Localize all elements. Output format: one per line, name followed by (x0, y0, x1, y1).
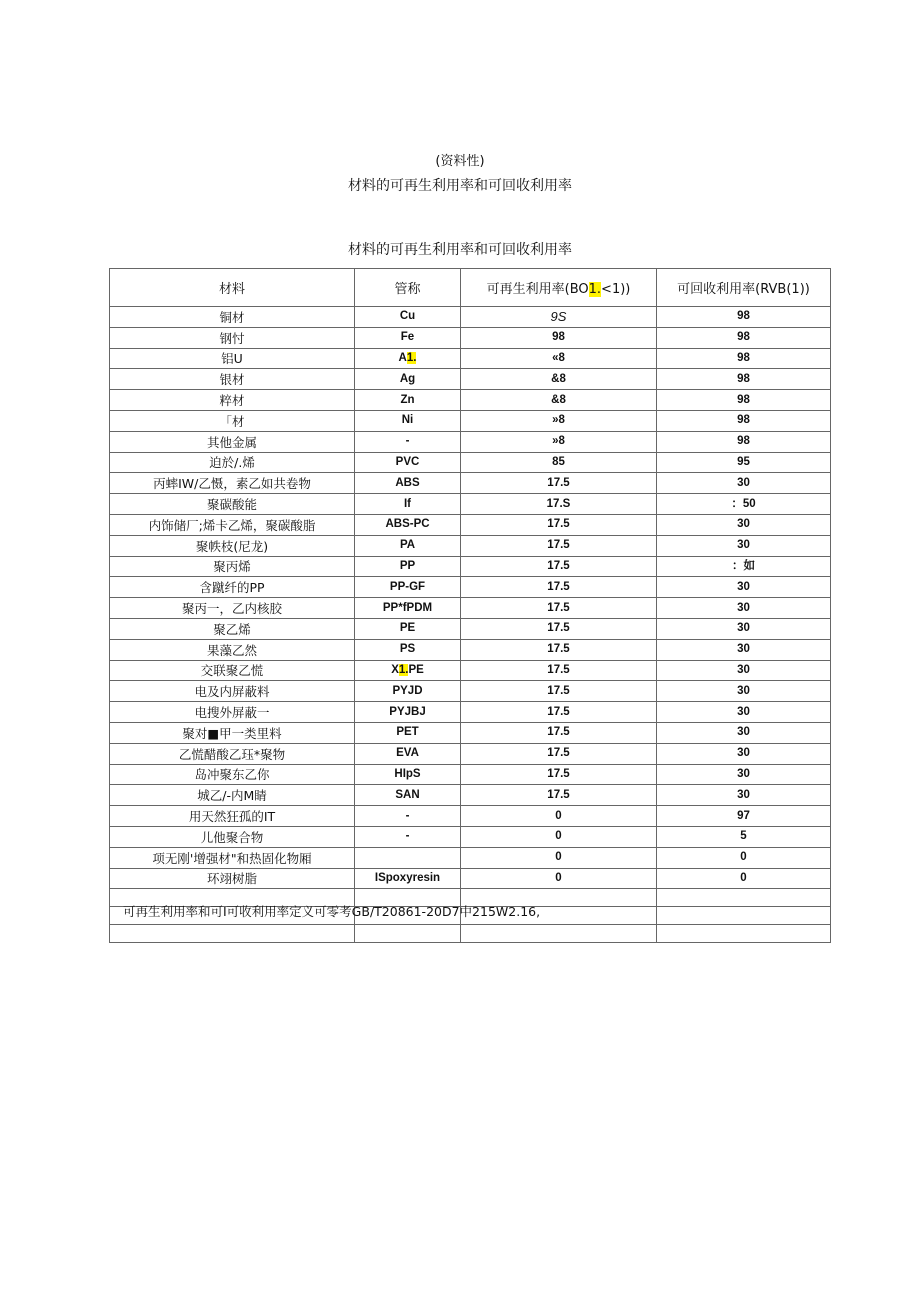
annex-title: 材料的可再生利用率和可回收利用率 (348, 178, 572, 194)
code-cell: A1. (355, 348, 461, 369)
table-row (110, 369, 831, 390)
recoverability-cell: 98 (657, 348, 831, 369)
material-cell: 其他金属 (110, 431, 355, 452)
recyclability-cell: 17.5 (461, 660, 657, 681)
code-cell: PVC (355, 452, 461, 473)
material-cell: 交联聚乙慌 (110, 660, 355, 681)
material-cell: 聚碳酸能 (110, 494, 355, 515)
material-cell: 内饰储厂;烯卡乙烯，聚碳酸脂 (110, 514, 355, 535)
recyclability-cell: 17.5 (461, 598, 657, 619)
highlight-mark: 1. (398, 663, 409, 676)
footnote: 可再生利用率和可I可收利用率定义可零考GB/T20861-20D7中215W2.16, (123, 904, 541, 919)
header-code: 管称 (355, 269, 461, 307)
recoverability-cell: 30 (657, 618, 831, 639)
recyclability-cell: 17.5 (461, 702, 657, 723)
code-cell: PS (355, 639, 461, 660)
code-cell: If (355, 494, 461, 515)
code-cell: PP-GF (355, 577, 461, 598)
recoverability-cell: 30 (657, 473, 831, 494)
table-row (110, 618, 831, 639)
code-cell: PET (355, 722, 461, 743)
table-row (110, 452, 831, 473)
table-row (110, 598, 831, 619)
table-caption: 材料的可再生利用率和可回收利用率 (348, 242, 572, 258)
table-row (110, 390, 831, 411)
empty-cell (657, 925, 831, 943)
recyclability-cell: 17.5 (461, 722, 657, 743)
code-cell: Cu (355, 307, 461, 328)
code-cell: EVA (355, 743, 461, 764)
code-cell: ISpoxyresin (355, 868, 461, 889)
recyclability-cell: 17.5 (461, 577, 657, 598)
recyclability-cell: 17.S (461, 494, 657, 515)
recoverability-cell: 30 (657, 785, 831, 806)
table-row (110, 806, 831, 827)
table-row (110, 681, 831, 702)
table-row (110, 702, 831, 723)
code-cell: - (355, 806, 461, 827)
recycling-rate-table (109, 268, 831, 943)
material-cell: 电搜外屏蔽一 (110, 702, 355, 723)
code-cell: HIpS (355, 764, 461, 785)
recyclability-cell: 9S (461, 307, 657, 328)
recyclability-cell: 98 (461, 327, 657, 348)
empty-cell (461, 925, 657, 943)
material-cell: 聚对■甲一类里料 (110, 722, 355, 743)
material-cell: 「材 (110, 410, 355, 431)
table-body (110, 307, 831, 943)
recoverability-cell: 97 (657, 806, 831, 827)
code-cell: Ni (355, 410, 461, 431)
table-row (110, 410, 831, 431)
recoverability-cell: 0 (657, 868, 831, 889)
annex-note: (资料性) (435, 154, 485, 169)
table-row (110, 431, 831, 452)
recoverability-cell: 98 (657, 431, 831, 452)
material-cell: 环翊树脂 (110, 868, 355, 889)
code-cell: Fe (355, 327, 461, 348)
material-cell: 铜材 (110, 307, 355, 328)
table-row (110, 743, 831, 764)
material-cell: 果藻乙然 (110, 639, 355, 660)
highlight-mark: 1. (588, 282, 602, 297)
recoverability-cell: ：50 (657, 494, 831, 515)
recoverability-cell: ：如 (657, 556, 831, 577)
header-material: 材料 (110, 269, 355, 307)
recyclability-cell: 17.5 (461, 473, 657, 494)
table-row (110, 577, 831, 598)
recoverability-cell: 30 (657, 514, 831, 535)
code-cell: PP*fPDM (355, 598, 461, 619)
code-cell: Ag (355, 369, 461, 390)
code-cell (355, 847, 461, 868)
recyclability-cell: 17.5 (461, 681, 657, 702)
recyclability-cell: 17.5 (461, 764, 657, 785)
recyclability-cell: 85 (461, 452, 657, 473)
material-cell: 铝U (110, 348, 355, 369)
material-cell: 聚乙烯 (110, 618, 355, 639)
recoverability-cell: 30 (657, 743, 831, 764)
table-row (110, 660, 831, 681)
table-header-row (110, 269, 831, 307)
recoverability-cell: 98 (657, 410, 831, 431)
table-row (110, 785, 831, 806)
code-cell: PA (355, 535, 461, 556)
table-row (110, 473, 831, 494)
recyclability-cell: 0 (461, 868, 657, 889)
recyclability-cell: 17.5 (461, 785, 657, 806)
empty-cell (110, 925, 355, 943)
code-cell: X1.PE (355, 660, 461, 681)
recoverability-cell: 0 (657, 847, 831, 868)
recyclability-cell: 0 (461, 826, 657, 847)
recoverability-cell: 30 (657, 764, 831, 785)
table-row (110, 514, 831, 535)
code-cell: SAN (355, 785, 461, 806)
code-cell: PYJD (355, 681, 461, 702)
code-cell: ABS (355, 473, 461, 494)
material-cell: 聚丙一，乙内核胶 (110, 598, 355, 619)
empty-cell (355, 925, 461, 943)
material-cell: 岛冲聚东乙你 (110, 764, 355, 785)
table-row (110, 722, 831, 743)
recoverability-cell: 30 (657, 639, 831, 660)
recyclability-cell: 17.5 (461, 535, 657, 556)
empty-cell (657, 907, 831, 925)
material-cell: 项无刚'增强材"和热固化物厢 (110, 847, 355, 868)
recyclability-cell: »8 (461, 410, 657, 431)
table-row (110, 764, 831, 785)
recyclability-cell: 17.5 (461, 556, 657, 577)
recoverability-cell: 30 (657, 722, 831, 743)
material-cell: 迫於/.烯 (110, 452, 355, 473)
empty-cell (657, 889, 831, 907)
material-cell: 含蹴纤的PP (110, 577, 355, 598)
material-cell: 电及内屏蔽料 (110, 681, 355, 702)
recoverability-cell: 5 (657, 826, 831, 847)
table-row (110, 639, 831, 660)
recyclability-cell: 0 (461, 806, 657, 827)
recoverability-cell: 98 (657, 369, 831, 390)
table-row (110, 847, 831, 868)
code-cell: Zn (355, 390, 461, 411)
table-row (110, 826, 831, 847)
code-cell: - (355, 826, 461, 847)
recyclability-cell: &8 (461, 369, 657, 390)
recoverability-cell: 30 (657, 577, 831, 598)
material-cell: 儿他聚合物 (110, 826, 355, 847)
recyclability-cell: 17.5 (461, 639, 657, 660)
empty-row (110, 925, 831, 943)
code-cell: PP (355, 556, 461, 577)
recyclability-cell: »8 (461, 431, 657, 452)
table-row (110, 327, 831, 348)
recyclability-cell: &8 (461, 390, 657, 411)
material-cell: 丙蟀IW/乙慑，素乙如共卷物 (110, 473, 355, 494)
table-row (110, 868, 831, 889)
recoverability-cell: 95 (657, 452, 831, 473)
recyclability-cell: 0 (461, 847, 657, 868)
header-recoverability: 可回收利用率(RVB(1)) (657, 269, 831, 307)
recoverability-cell: 30 (657, 660, 831, 681)
material-cell: 粹材 (110, 390, 355, 411)
material-cell: 乙慌醋酸乙珏*聚物 (110, 743, 355, 764)
code-cell: PE (355, 618, 461, 639)
code-cell: - (355, 431, 461, 452)
code-cell: ABS-PC (355, 514, 461, 535)
recoverability-cell: 30 (657, 702, 831, 723)
recoverability-cell: 98 (657, 390, 831, 411)
recyclability-cell: 17.5 (461, 514, 657, 535)
table-row (110, 556, 831, 577)
material-cell: 银材 (110, 369, 355, 390)
material-cell: 城乙/-内M睛 (110, 785, 355, 806)
table-row (110, 535, 831, 556)
recoverability-cell: 30 (657, 598, 831, 619)
recoverability-cell: 98 (657, 327, 831, 348)
recoverability-cell: 30 (657, 681, 831, 702)
material-cell: 聚丙烯 (110, 556, 355, 577)
recoverability-cell: 98 (657, 307, 831, 328)
header-recyclability: 可再生利用率(BO1.<1)) (461, 269, 657, 307)
table-row (110, 494, 831, 515)
recyclability-cell: 17.5 (461, 618, 657, 639)
code-cell: PYJBJ (355, 702, 461, 723)
recoverability-cell: 30 (657, 535, 831, 556)
highlight-mark: 1. (406, 351, 417, 364)
material-cell: 钢忖 (110, 327, 355, 348)
table-row (110, 348, 831, 369)
recyclability-cell: «8 (461, 348, 657, 369)
recyclability-cell: 17.5 (461, 743, 657, 764)
material-cell: 聚帙枝(尼龙) (110, 535, 355, 556)
table-row (110, 307, 831, 328)
material-cell: 用天然狂孤的IT (110, 806, 355, 827)
